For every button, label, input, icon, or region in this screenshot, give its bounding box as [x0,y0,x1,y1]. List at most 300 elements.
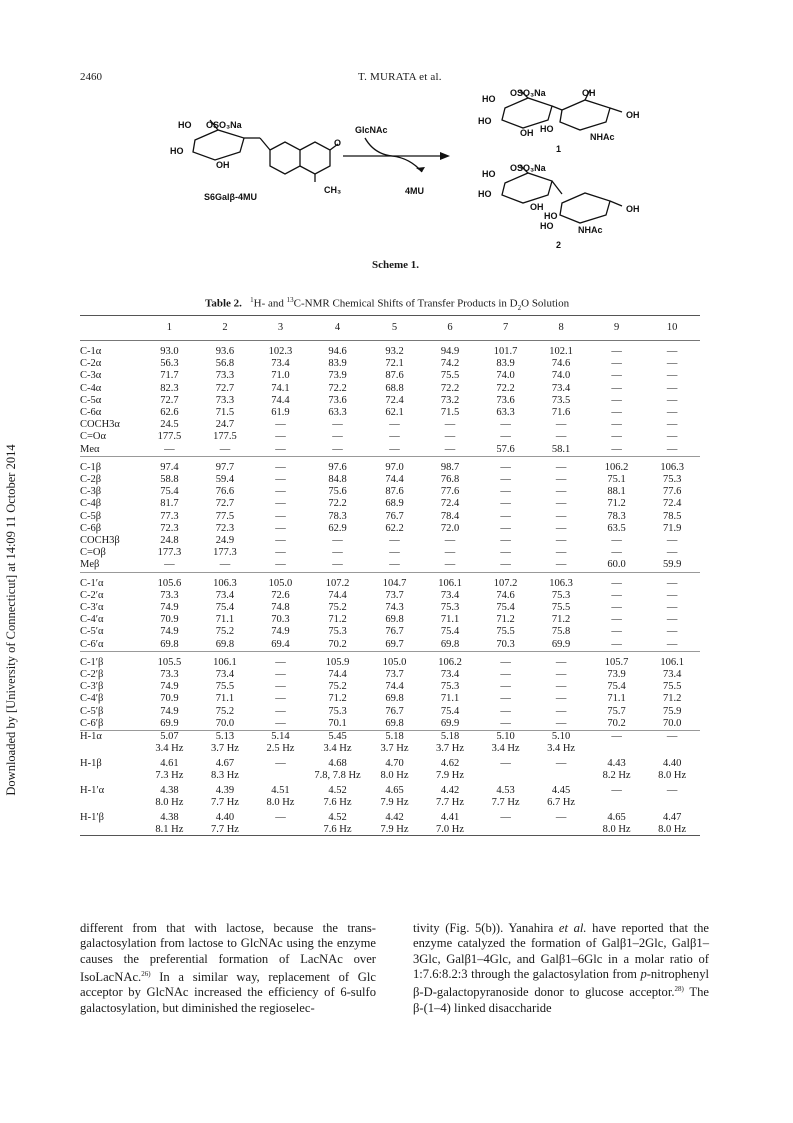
row-label [80,824,142,836]
table-cell: — [275,812,286,824]
table-cell: — [555,681,567,693]
row-label: C=Oα [80,431,107,443]
table-cell: 7.0 Hz [436,823,465,835]
row-label [80,743,142,755]
table-row [80,731,700,743]
para-prefix: p [640,966,647,981]
table-cell: 73.4 [551,382,571,394]
proton-shift-group [80,731,700,836]
table-cell: 70.2 [328,638,347,650]
table-cell: 105.0 [382,656,407,668]
table-row [80,431,700,443]
table-cell: — [275,717,286,729]
table-cell: 3.7 Hz [210,742,239,754]
table-row [80,572,700,590]
table-cell: 71.6 [551,407,571,419]
table-cell: — [666,431,678,443]
table-cell: — [389,547,400,559]
table-cell: 8.0 Hz [266,796,295,808]
text-run: The β-(1–4) linked disaccharide [413,985,709,1015]
table-cell: — [611,602,622,614]
table-cell: 4.39 [215,785,235,797]
row-label: C-6β [80,522,102,534]
row-label: C-1′α [80,577,104,589]
table-cell: 8.2 Hz [602,769,631,781]
table-cell: — [275,669,286,681]
table-cell [589,743,645,755]
table-cell: 74.6 [551,358,571,370]
table-cell: 7.9 Hz [436,769,465,781]
row-label: COCH3β [80,535,120,547]
reagent-label: GlcNAc [355,125,388,135]
table-cell: — [275,693,286,705]
table-cell: 5.10 [496,731,515,743]
table-cell: 71.7 [160,370,179,382]
row-label [80,770,142,782]
row-label: C-2′β [80,669,104,681]
table-cell: 57.6 [496,443,515,455]
table-cell: 3.4 Hz [547,742,576,754]
arrow-head [440,152,450,160]
table-cell: 5.14 [271,731,290,743]
table-row [80,812,700,824]
table-cell: — [555,559,567,571]
column-header: 10 [666,321,678,333]
column-header: 3 [277,321,284,333]
table-cell: — [611,785,622,797]
carbon-shift-group [80,572,700,651]
table-cell [644,797,700,809]
table-cell: 177.3 [157,547,182,559]
table-cell: — [555,812,567,824]
table-cell: — [611,394,622,406]
table-cell: 73.4 [662,669,682,681]
table-cell: — [666,589,678,601]
table-cell: 72.0 [440,522,460,534]
table-cell: — [332,443,343,455]
table-cell: 106.2 [604,461,629,473]
table-cell: 4.41 [440,812,460,824]
row-label: C-5′β [80,705,104,717]
table-cell: — [555,522,567,534]
table-cell: 74.1 [271,382,290,394]
table-cell: 68.8 [385,382,404,394]
product1-glcnac-ring [560,100,610,130]
table-cell: 74.4 [328,669,347,681]
label-oh: OH [582,88,596,98]
table-cell: 73.5 [551,394,571,406]
superscript-13: 13 [286,296,294,304]
table-cell: 75.4 [215,602,235,614]
table-cell: — [444,419,456,431]
table-cell: 106.3 [660,461,684,473]
table-cell: 77.3 [160,510,179,522]
table-cell: 62.6 [160,407,179,419]
table-cell: — [666,577,678,589]
scheme-caption: Scheme 1. [372,259,420,271]
row-label: C-4′β [80,693,104,705]
table-cell: — [389,431,400,443]
table-cell: 73.4 [271,358,290,370]
table-cell: — [611,407,622,419]
table-cell: 69.8 [440,638,460,650]
table-cell: 73.3 [215,370,235,382]
table-cell: — [666,602,678,614]
label-oh: OH [530,202,544,212]
table-cell: 71.2 [662,693,682,705]
table-cell: 8.0 Hz [380,769,409,781]
table-cell: 63.3 [496,407,515,419]
table-cell: 4.52 [328,812,347,824]
table-cell: — [666,547,678,559]
table-cell: 3.7 Hz [380,742,409,754]
table-cell: 71.5 [215,407,235,419]
table-cell: — [500,559,511,571]
table-cell: 7.7 Hz [210,796,239,808]
table-cell: 5.18 [440,731,460,743]
text-run: tivity (Fig. 5(b)). Yanahira [413,921,559,935]
table-cell: 58.8 [160,474,179,486]
table-cell: 72.2 [328,498,347,510]
table-row [80,651,700,669]
table-cell: — [500,498,511,510]
text-run: -galactopyranoside donor to glucose acceptor. [432,985,675,1000]
table-cell: 106.3 [549,577,573,589]
table-cell: — [444,559,456,571]
table-cell: 72.4 [385,394,404,406]
table-cell: 75.5 [662,681,682,693]
table-cell: 70.0 [215,717,235,729]
table-cell: — [275,535,286,547]
table-cell: — [389,559,400,571]
table-cell: 73.7 [385,589,404,601]
table-cell: 3.4 Hz [155,742,184,754]
table-cell: 177.5 [157,431,182,443]
table-cell: 71.2 [328,614,347,626]
table-cell: — [332,431,343,443]
subscript-2: 2 [517,303,522,312]
row-label: C-6′β [80,717,104,729]
table-cell: 73.3 [160,669,179,681]
table-title [205,296,569,312]
body-column-right [413,921,709,1016]
table-cell: 8.0 Hz [658,823,687,835]
table-cell: 72.1 [385,358,404,370]
table-cell: 69.8 [385,614,404,626]
product-1-number: 1 [556,144,562,154]
table-cell: 76.6 [215,486,235,498]
table-cell: 75.7 [607,705,626,717]
table-cell: 73.9 [328,370,347,382]
table-cell: — [500,717,511,729]
table-cell: 177.3 [213,547,237,559]
table-cell: 5.07 [160,731,179,743]
table-cell: — [500,419,511,431]
table-row [80,444,700,457]
table-cell: — [275,681,286,693]
table-cell: — [611,535,622,547]
table-cell: — [219,443,231,455]
row-label: C-4α [80,382,102,394]
table-cell: — [444,431,456,443]
row-label: C-3′α [80,602,104,614]
table-cell: 72.3 [215,522,235,534]
table-cell: — [666,394,678,406]
table-cell: 75.3 [440,681,460,693]
table-cell: 73.9 [607,669,626,681]
table-cell: 73.6 [496,394,515,406]
table-cell: 74.4 [385,474,404,486]
table-cell: — [611,547,622,559]
table-cell: — [444,443,456,455]
table-cell: — [275,522,286,534]
table-cell: 61.9 [271,407,290,419]
table-row [80,474,700,486]
table-cell: 7.9 Hz [380,796,409,808]
table-cell: 75.6 [328,486,347,498]
row-label: C-3′β [80,681,104,693]
download-note: Downloaded by [University of Connecticut] at 14:09 11 October 2014 [4,444,18,796]
table-cell: 105.5 [157,656,182,668]
table-cell: — [500,522,511,534]
row-label: C-3β [80,486,102,498]
row-label: H-1′α [80,785,105,797]
table-cell: 83.9 [496,358,515,370]
table-cell: — [611,638,622,650]
table-cell: 94.9 [440,346,460,357]
row-label: C-2α [80,358,102,370]
table-cell: 75.8 [551,626,571,638]
table-cell: 69.7 [385,638,404,650]
table-cell: 7.7 Hz [210,823,239,835]
table-cell: 75.5 [440,370,460,382]
table-cell: — [555,535,567,547]
table-cell: 177.5 [213,431,237,443]
table-cell: 62.9 [328,522,347,534]
table-cell: 4.62 [440,758,460,770]
row-label: C-1′β [80,656,104,668]
table-cell: — [555,498,567,510]
table-cell: 73.6 [328,394,347,406]
paragraph [413,921,709,1016]
table-cell: 101.7 [493,346,518,357]
table-cell: 93.0 [160,346,179,357]
table-cell: 72.7 [215,498,235,510]
table-cell: 70.2 [607,717,626,729]
table-cell: 69.9 [551,638,571,650]
column-header: 7 [502,321,509,333]
table-cell: 56.3 [160,358,179,370]
table-cell: — [500,547,511,559]
table-cell: — [666,731,678,743]
label-carbonyl-o: O [334,138,342,148]
table-cell: — [500,431,511,443]
table-cell: 76.7 [385,510,404,522]
table-cell: 69.8 [385,693,404,705]
table-row [80,498,700,510]
table-cell: 2.5 Hz [266,742,295,754]
table-cell: — [500,535,511,547]
table-cell: 71.9 [662,522,682,534]
table-cell: — [611,443,622,455]
table-row [80,407,700,419]
table-cell: 105.6 [157,577,182,589]
table-cell: — [555,656,567,668]
table-cell: 106.3 [213,577,237,589]
table-cell: — [555,419,567,431]
row-label: Meβ [80,559,100,571]
table-header [80,316,700,341]
table-cell: 24.9 [215,535,235,547]
table-cell: 107.2 [325,577,350,589]
table-row [80,797,700,809]
table-cell: — [555,431,567,443]
row-label: C-3α [80,370,102,382]
table-cell: 75.2 [328,681,347,693]
table-cell: 72.3 [160,522,179,534]
table-cell: 81.7 [160,498,179,510]
table-cell: 75.2 [215,626,235,638]
label-ho: HO [478,189,492,199]
table-cell: 102.1 [549,346,573,357]
table-cell: 75.1 [607,474,626,486]
table-cell: 58.1 [551,443,571,455]
table-row [80,669,700,681]
byproduct-curve [392,156,422,172]
table-cell: — [500,812,511,824]
table-cell: 4.38 [160,812,179,824]
table-cell: 7.7 Hz [491,796,520,808]
table-cell: 78.4 [440,510,460,522]
table-cell: 8.0 Hz [602,823,631,835]
table-cell: 7.9 Hz [380,823,409,835]
title-post: O Solution [521,297,570,310]
table-cell: 70.3 [271,614,290,626]
row-label: C-4β [80,498,102,510]
table-cell: 71.1 [440,614,460,626]
table-cell: 7.7 Hz [436,796,465,808]
table-row [80,626,700,638]
table-cell: 75.5 [215,681,235,693]
d-config: D [423,985,433,1000]
row-label: C-5′α [80,626,104,638]
et-al: et al. [558,921,587,935]
label-ho: HO [544,211,558,221]
table-cell: 4.65 [385,785,404,797]
table-cell: 8.3 Hz [210,769,239,781]
nmr-shift-table [80,315,700,836]
table-cell: — [389,535,400,547]
table-row [80,370,700,382]
product2-glcnac-ring [560,193,610,223]
paragraph [80,921,376,1016]
table-cell: — [555,486,567,498]
table-cell: 73.4 [215,669,235,681]
table-cell: 4.38 [160,785,179,797]
table-cell: 75.4 [440,705,460,717]
table-cell: 102.3 [268,346,293,357]
table-cell: 73.4 [215,589,235,601]
table-cell: — [500,705,511,717]
table-cell: 71.2 [496,614,515,626]
table-cell: — [500,669,511,681]
reagent-curve [365,138,392,156]
table-row [80,824,700,836]
table-cell [253,824,309,836]
table-cell: — [555,693,567,705]
table-cell: 104.7 [382,577,407,589]
table-cell [478,770,534,782]
label-ho: HO [170,146,184,156]
table-cell: — [666,382,678,394]
table-cell: 75.3 [328,626,347,638]
table-cell: — [555,510,567,522]
label-oh: OH [626,110,640,120]
table-cell: 4.70 [385,758,404,770]
table-cell: 4.52 [328,785,347,797]
table-row [80,743,700,755]
table-cell: 74.4 [385,681,404,693]
table-cell: — [666,785,678,797]
label-ho: HO [482,94,496,104]
table-cell: 5.10 [551,731,571,743]
table-cell: 75.9 [662,705,682,717]
table-cell: — [555,669,567,681]
byproduct-label: 4MU [405,186,425,196]
table-cell: 69.9 [160,717,179,729]
table-row [80,681,700,693]
column-header: 8 [558,321,564,333]
table-cell: — [555,547,567,559]
label-oso3na: OSO₃Na [510,88,546,98]
row-label: Meα [80,443,100,455]
table-cell: 75.3 [551,589,571,601]
table-cell: 84.8 [328,474,347,486]
table-cell: 72.4 [662,498,682,510]
label-ho: HO [478,116,492,126]
table-cell: 4.40 [215,812,235,824]
table-cell: 83.9 [328,358,347,370]
label-nhac: NHAc [578,225,603,235]
table-cell: 106.2 [438,656,462,668]
table-cell: 4.42 [385,812,404,824]
download-sidebar [3,220,19,1020]
text-run: different from that with lactose, because the trans-galactosylation from lactose to GlcNAc using the enzyme causes the preferential formation of LacNAc over IsoLacNAc. [80,921,376,985]
table-cell: — [275,498,286,510]
table-cell: — [611,626,622,638]
table-row [80,785,700,797]
table-cell: 62.1 [385,407,404,419]
header-blank [80,316,142,341]
table-cell: 97.4 [160,461,179,473]
table-cell: 8.1 Hz [155,823,184,835]
table-cell: 4.65 [607,812,626,824]
row-label: C-1β [80,461,102,473]
table-cell: 74.0 [551,370,571,382]
table-cell: 74.3 [385,602,404,614]
table-cell: 6.7 Hz [547,796,576,808]
table-cell [533,770,589,782]
table-cell: — [611,577,622,589]
table-row [80,718,700,731]
table-cell: — [500,461,511,473]
column-header: 2 [222,321,228,333]
table-cell: 73.4 [440,669,460,681]
table-cell: 69.4 [271,638,290,650]
table-cell: 4.68 [328,758,347,770]
table-cell: 73.3 [215,394,235,406]
table-cell: 7.6 Hz [323,796,352,808]
